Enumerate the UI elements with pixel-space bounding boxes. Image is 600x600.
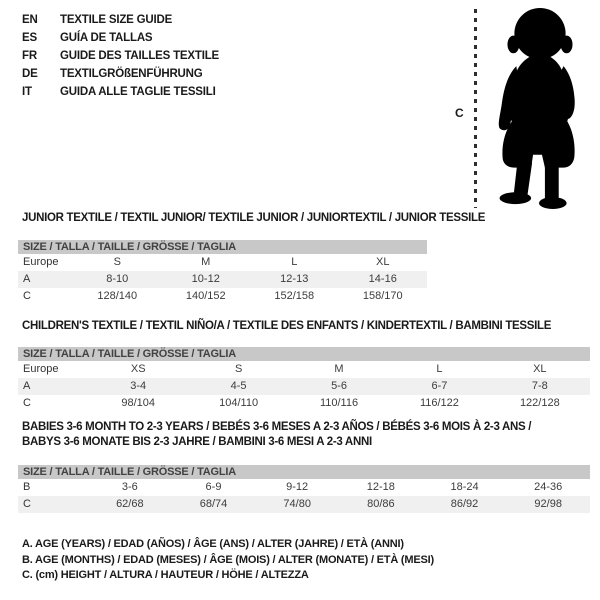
table-cell: L	[291, 256, 298, 268]
table-row	[18, 395, 590, 412]
table-cell: M	[334, 363, 344, 375]
legend-notes	[22, 537, 434, 584]
lang-title: GUÍA DE TALLAS	[60, 32, 153, 44]
lang-code: DE	[22, 68, 38, 80]
table-cell: XL	[376, 256, 390, 268]
table-cell: 7-8	[531, 380, 548, 392]
lang-code: IT	[22, 86, 32, 98]
table-row	[18, 288, 427, 305]
lang-title: TEXTILGRÖßENFÜHRUNG	[60, 68, 203, 80]
table-cell: 3-6	[121, 481, 138, 493]
note-age-months: B. AGE (MONTHS) / EDAD (MESES) / ÂGE (MOIS) / ALTER (MONATE) / ETÀ (MESI)	[22, 553, 434, 566]
junior-size-table	[18, 240, 427, 305]
table-cell: 12-18	[366, 481, 395, 493]
table-cell: 122/128	[519, 397, 560, 409]
table-row	[18, 361, 590, 378]
row-label: B	[23, 481, 31, 493]
babies-title-line2: BABYS 3-6 MONATE BIS 2-3 JAHRE / BAMBINI 3-6 MESI A 2-3 ANNI	[22, 436, 372, 448]
table-cell: S	[234, 363, 243, 375]
table-cell: 6-7	[431, 380, 448, 392]
table-cell: 98/104	[121, 397, 156, 409]
table-cell: 110/116	[319, 397, 359, 409]
table-cell: 104/110	[219, 397, 259, 409]
table-cell: 68/74	[199, 498, 228, 510]
row-label: C	[23, 397, 31, 409]
table-cell: 62/68	[116, 498, 144, 510]
lang-title: GUIDE DES TAILLES TEXTILE	[60, 50, 219, 62]
children-section-title: CHILDREN'S TEXTILE / TEXTIL NIÑO/A / TEXTILE DES ENFANTS / KINDERTEXTIL / BAMBINI TESSILE	[22, 320, 552, 332]
lang-line-fr	[22, 47, 219, 65]
row-label: A	[23, 273, 31, 285]
lang-title: GUIDA ALLE TAGLIE TESSILI	[60, 86, 216, 98]
table-cell: 4-5	[230, 380, 247, 392]
row-label: Europe	[23, 256, 59, 268]
table-cell: 140/152	[185, 290, 226, 302]
table-cell: 24-36	[534, 481, 563, 493]
table-cell: XL	[533, 363, 547, 375]
lang-title: TEXTILE SIZE GUIDE	[60, 14, 173, 26]
table-cell: 152/158	[274, 290, 315, 302]
size-header-bar: SIZE / TALLA / TAILLE / GRÖSSE / TAGLIA	[18, 347, 590, 361]
row-label: Europe	[23, 363, 59, 375]
note-height: C. (cm) HEIGHT / ALTURA / HAUTEUR / HÖHE / ALTEZZA	[22, 569, 309, 581]
junior-section-title: JUNIOR TEXTILE / TEXTIL JUNIOR/ TEXTILE JUNIOR / JUNIORTEXTIL / JUNIOR TESSILE	[22, 212, 486, 224]
table-row	[18, 254, 427, 271]
lang-line-de	[22, 65, 219, 83]
note-age-years: A. AGE (YEARS) / EDAD (AÑOS) / ÂGE (ANS) / ALTER (JAHRE) / ETÀ (ANNI)	[22, 538, 404, 550]
baby-silhouette-icon	[487, 7, 592, 209]
lang-line-en	[22, 11, 219, 29]
table-cell: 9-12	[286, 481, 309, 493]
table-row	[18, 271, 427, 288]
table-cell: 18-24	[450, 481, 479, 493]
table-cell: M	[201, 256, 211, 268]
table-cell: L	[436, 363, 443, 375]
table-cell: 8-10	[106, 273, 129, 285]
lang-code: FR	[22, 50, 37, 62]
table-cell: 116/122	[419, 397, 459, 409]
table-cell: 74/80	[283, 498, 311, 510]
table-cell: 3-4	[130, 380, 147, 392]
row-label: A	[23, 380, 31, 392]
babies-section-title	[22, 420, 531, 450]
table-row	[18, 479, 590, 496]
row-label: C	[23, 290, 31, 302]
language-title-list	[22, 11, 219, 101]
babies-size-table	[18, 465, 590, 513]
table-cell: 14-16	[368, 273, 397, 285]
table-cell: 128/140	[97, 290, 138, 302]
children-size-table	[18, 347, 590, 412]
lang-code: EN	[22, 14, 38, 26]
table-cell: 10-12	[191, 273, 220, 285]
table-row	[18, 378, 590, 395]
row-label: C	[23, 498, 31, 510]
lang-code: ES	[22, 32, 37, 44]
height-measure-dashed-line	[474, 9, 477, 208]
lang-line-it	[22, 83, 219, 101]
table-cell: 80/86	[367, 498, 395, 510]
table-cell: XS	[130, 363, 146, 375]
table-cell: 12-13	[280, 273, 309, 285]
table-cell: S	[113, 256, 121, 268]
table-cell: 158/170	[362, 290, 403, 302]
height-measure-label: C	[455, 106, 464, 120]
table-cell: 6-9	[205, 481, 222, 493]
table-cell: 92/98	[534, 498, 562, 510]
table-cell: 86/92	[450, 498, 479, 510]
table-cell: 5-6	[331, 380, 347, 392]
babies-title-line1: BABIES 3-6 MONTH TO 2-3 YEARS / BEBÉS 3-6 MESES A 2-3 AÑOS / BÉBÉS 3-6 MOIS À 2-3 ANS /	[22, 421, 532, 433]
table-row	[18, 496, 590, 513]
size-header-bar: SIZE / TALLA / TAILLE / GRÖSSE / TAGLIA	[18, 465, 590, 479]
size-header-bar: SIZE / TALLA / TAILLE / GRÖSSE / TAGLIA	[18, 240, 427, 254]
lang-line-es	[22, 29, 219, 47]
